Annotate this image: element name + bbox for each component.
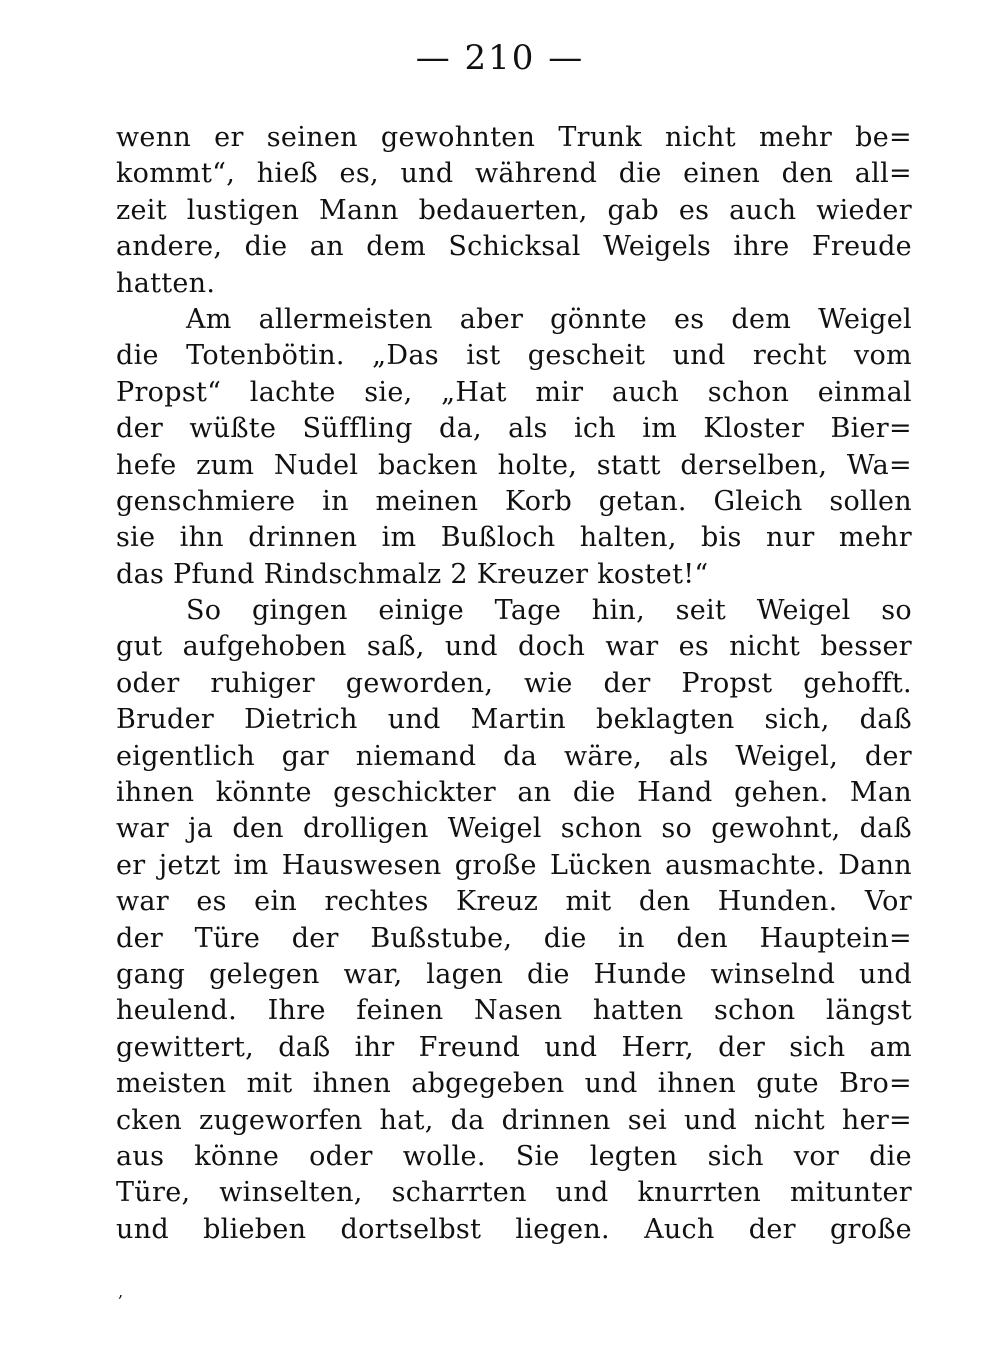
text-line — [116, 921, 912, 957]
text-line — [116, 520, 912, 556]
word: Ihre — [267, 995, 326, 1027]
word: die — [526, 958, 570, 990]
word: kommt“, — [116, 158, 236, 190]
word: nur — [765, 522, 815, 554]
word: lachte — [249, 376, 336, 408]
text-line — [116, 375, 912, 411]
word: gehen. — [734, 777, 829, 809]
word: sollen — [829, 485, 912, 517]
word: zugeworfen — [199, 1104, 363, 1136]
word: zum — [196, 449, 255, 481]
word: Propst“ — [116, 376, 222, 408]
word: wäre, — [563, 740, 643, 772]
word: gescheit — [527, 340, 646, 372]
word: So — [186, 595, 222, 627]
word: gute — [756, 1068, 819, 1100]
word: und — [544, 1031, 598, 1063]
word: gehofft. — [803, 667, 912, 699]
word: drinnen — [248, 522, 358, 554]
word: heulend. — [116, 995, 238, 1027]
word: wieder — [816, 194, 912, 226]
word: schon — [560, 813, 643, 845]
word: Hunde — [593, 958, 687, 990]
word: nicht — [729, 631, 801, 663]
word: all= — [854, 158, 912, 190]
word: längst — [826, 995, 912, 1027]
word: Türe — [194, 922, 261, 954]
word: Kreuz — [455, 886, 539, 918]
word: aus — [116, 1140, 165, 1172]
word: statt — [596, 449, 661, 481]
word: Türe, — [116, 1177, 191, 1209]
word: bis — [701, 522, 742, 554]
word: in — [618, 922, 645, 954]
word: als — [668, 740, 709, 772]
word: hat, — [379, 1104, 434, 1136]
word: dem — [366, 231, 426, 263]
word: Vor — [864, 886, 912, 918]
word: am — [869, 1031, 912, 1063]
word: Schicksal — [448, 231, 581, 263]
word: Lücken — [549, 849, 652, 881]
word: Weigel, — [735, 740, 839, 772]
text-line — [116, 702, 912, 738]
word: aber — [459, 303, 524, 335]
text-line — [116, 1066, 912, 1102]
word: gang — [116, 958, 186, 990]
text-line — [116, 411, 912, 447]
word: ist — [466, 340, 501, 372]
word: könnte — [215, 777, 312, 809]
word: winselten, — [219, 1177, 363, 1209]
word: Martin — [470, 704, 566, 736]
text-line — [116, 993, 912, 1029]
word: doch — [517, 631, 586, 663]
word: er — [214, 122, 244, 153]
word: meisten — [116, 1068, 227, 1100]
word: derselben, — [680, 449, 828, 481]
word: getan. — [598, 485, 687, 517]
word: große — [454, 849, 537, 881]
word: so — [661, 813, 693, 845]
word: war — [605, 631, 659, 663]
word: gönnte — [550, 303, 648, 335]
word: Tage — [494, 595, 562, 627]
word: hin, — [591, 595, 645, 627]
word: ihnen — [116, 777, 195, 809]
word: Hand — [637, 777, 713, 809]
word: daß — [278, 1031, 331, 1063]
word: als — [508, 413, 548, 445]
text-line — [116, 1175, 912, 1211]
word: geworden, — [345, 667, 494, 699]
text-line — [116, 1212, 912, 1248]
word: besser — [820, 631, 912, 663]
word: es — [674, 303, 705, 335]
word: Bro= — [839, 1068, 912, 1100]
word: blieben — [203, 1213, 307, 1245]
word: allermeisten — [258, 303, 433, 335]
word: gingen — [251, 595, 348, 627]
word: Hauptein= — [759, 922, 912, 954]
word: gelegen — [209, 958, 320, 990]
word: legten — [589, 1140, 678, 1172]
word: geschickter — [333, 777, 496, 809]
word: Weigels — [603, 231, 712, 263]
word: ihre — [733, 231, 790, 263]
word: wolle. — [402, 1140, 486, 1172]
word: auch — [611, 376, 680, 408]
text-line — [116, 848, 912, 884]
word: niemand — [355, 740, 477, 772]
word: schon — [707, 376, 790, 408]
word: die — [572, 777, 616, 809]
word: nicht — [754, 1104, 825, 1136]
word: der — [603, 667, 651, 699]
word: Bußloch — [440, 522, 556, 554]
word: Wa= — [846, 449, 912, 481]
word: große — [829, 1213, 912, 1245]
word: sie — [116, 522, 156, 554]
word: Gleich — [713, 485, 803, 517]
word: gewohnten — [380, 122, 536, 153]
word: an — [517, 777, 552, 809]
word: Hunden. — [717, 886, 838, 918]
word: den — [232, 813, 284, 845]
word: Herr, — [621, 1031, 694, 1063]
word: aufgehoben — [182, 631, 347, 663]
text-line: das Pfund Rindschmalz 2 Kreuzer kostet!“ — [116, 558, 709, 590]
word: der — [718, 1031, 766, 1063]
word: gar — [281, 740, 329, 772]
word: Dietrich — [244, 704, 358, 736]
body-text — [116, 120, 912, 1248]
word: den — [781, 158, 834, 190]
word: eigentlich — [116, 740, 255, 772]
word: gewohnt, — [711, 813, 841, 845]
word: Bruder — [116, 704, 215, 736]
word: drinnen — [501, 1104, 611, 1136]
word: wüßte — [189, 413, 277, 445]
word: mit — [565, 886, 612, 918]
word: backen — [377, 449, 478, 481]
word: lustigen — [186, 194, 300, 226]
word: so — [881, 595, 912, 627]
word: schon — [713, 995, 796, 1027]
word: ausmachte. — [665, 849, 826, 881]
text-line — [116, 666, 912, 702]
word: ihn — [179, 522, 224, 554]
word: den — [638, 886, 691, 918]
word: winselnd — [710, 958, 836, 990]
word: könne — [194, 1140, 280, 1172]
word: und — [387, 704, 441, 736]
word: einige — [378, 595, 465, 627]
word: be= — [855, 122, 912, 153]
text-line: hatten. — [116, 267, 216, 299]
word: Weigel — [818, 303, 912, 335]
word: auch — [729, 194, 797, 226]
word: hefe — [116, 449, 177, 481]
word: rechtes — [324, 886, 429, 918]
word: Am — [186, 303, 232, 335]
text-line — [116, 229, 912, 265]
word: her= — [841, 1104, 912, 1136]
word: im — [233, 849, 269, 881]
text-line — [116, 302, 912, 338]
text-line — [116, 156, 912, 192]
word: zeit — [116, 194, 167, 226]
text-line — [116, 193, 912, 229]
word: den — [676, 922, 728, 954]
word: da — [450, 1104, 485, 1136]
word: Sie — [515, 1140, 560, 1172]
word: einen — [683, 158, 761, 190]
word: Weigel — [756, 595, 851, 627]
word: die — [116, 340, 159, 372]
word: oder — [116, 667, 180, 699]
word: war — [116, 886, 170, 918]
word: war — [116, 813, 170, 845]
text-line — [116, 338, 912, 374]
word: feinen — [356, 995, 444, 1027]
word: drolligen — [302, 813, 429, 845]
word: es — [196, 886, 227, 918]
word: jetzt — [158, 849, 221, 881]
word: die — [869, 1140, 912, 1172]
word: es — [678, 631, 710, 663]
word: Trunk — [558, 122, 642, 153]
word: Man — [849, 777, 912, 809]
word: daß — [859, 813, 912, 845]
word: seinen — [266, 122, 358, 153]
text-line — [116, 1030, 912, 1066]
word: oder — [309, 1140, 373, 1172]
word: wie — [524, 667, 573, 699]
word: und — [555, 1177, 609, 1209]
word: in — [322, 485, 349, 517]
footer-mark: ‚ — [118, 1282, 124, 1301]
word: meinen — [375, 485, 479, 517]
word: da, — [439, 413, 482, 445]
word: abgegeben — [411, 1068, 565, 1100]
word: ruhiger — [210, 667, 315, 699]
word: halten, — [579, 522, 677, 554]
word: sich — [707, 1140, 764, 1172]
word: Kloster — [703, 413, 805, 445]
word: hieß — [256, 158, 318, 190]
word: Freund — [418, 1031, 521, 1063]
word: genschmiere — [116, 485, 296, 517]
word: knurrten — [637, 1177, 762, 1209]
word: der — [116, 413, 164, 445]
word: seit — [675, 595, 727, 627]
word: an — [309, 231, 344, 263]
word: Bier= — [830, 413, 912, 445]
word: daß — [859, 704, 912, 736]
word: ihnen — [657, 1068, 737, 1100]
text-line — [116, 1139, 912, 1175]
word: holte, — [497, 449, 578, 481]
text-line — [116, 120, 912, 156]
word: Hauswesen — [281, 849, 442, 881]
word: ihnen — [312, 1068, 392, 1100]
word: ein — [254, 886, 298, 918]
word: der — [291, 922, 339, 954]
word: und — [684, 1104, 738, 1136]
text-line — [116, 484, 912, 520]
word: mir — [535, 376, 584, 408]
word: er — [116, 849, 146, 881]
word: und — [116, 1213, 169, 1245]
word: die — [244, 231, 288, 263]
word: Freude — [811, 231, 912, 263]
word: im — [381, 522, 417, 554]
word: und — [859, 958, 912, 990]
word: liegen. — [515, 1213, 610, 1245]
word: Süffling — [302, 413, 413, 445]
word: cken — [116, 1104, 183, 1136]
word: Dann — [838, 849, 912, 881]
word: mehr — [758, 122, 833, 153]
text-line — [116, 739, 912, 775]
word: war, — [343, 958, 403, 990]
word: saß, — [366, 631, 425, 663]
word: der — [748, 1213, 796, 1245]
word: sie, — [364, 376, 413, 408]
text-line — [116, 629, 912, 665]
word: und — [672, 340, 726, 372]
word: mit — [246, 1068, 293, 1100]
word: und — [400, 158, 454, 190]
word: andere, — [116, 231, 223, 263]
word: die — [618, 158, 662, 190]
word: Weigel — [447, 813, 542, 845]
word: bedauerten, — [418, 194, 588, 226]
word: es — [678, 194, 710, 226]
word: während — [474, 158, 598, 190]
word: sich — [789, 1031, 846, 1063]
word: der — [864, 740, 912, 772]
word: es, — [339, 158, 379, 190]
word: und — [584, 1068, 638, 1100]
word: mitunter — [789, 1177, 912, 1209]
word: „Das — [372, 340, 439, 372]
text-line — [116, 775, 912, 811]
word: und — [444, 631, 498, 663]
word: vor — [793, 1140, 840, 1172]
word: ich — [573, 413, 616, 445]
word: beklagten — [595, 704, 735, 736]
word: Korb — [504, 485, 573, 517]
word: Nasen — [474, 995, 563, 1027]
word: nicht — [664, 122, 736, 153]
word: sich, — [764, 704, 830, 736]
text-line — [116, 593, 912, 629]
word: mehr — [838, 522, 912, 554]
word: Totenbötin. — [186, 340, 345, 372]
word: ja — [188, 813, 214, 845]
word: „Hat — [441, 376, 507, 408]
word: der — [116, 922, 164, 954]
word: dem — [731, 303, 792, 335]
text-line — [116, 1103, 912, 1139]
word: gewittert, — [116, 1031, 255, 1063]
word: gut — [116, 631, 163, 663]
text-line — [116, 884, 912, 920]
word: dortselbst — [340, 1213, 482, 1245]
word: Auch — [644, 1213, 715, 1245]
word: sei — [627, 1104, 668, 1136]
word: vom — [853, 340, 912, 372]
word: wenn — [116, 122, 192, 153]
word: gab — [607, 194, 660, 226]
word: hatten — [593, 995, 684, 1027]
word: da — [503, 740, 538, 772]
word: Bußstube, — [370, 922, 513, 954]
text-line — [116, 448, 912, 484]
word: recht — [752, 340, 827, 372]
word: im — [642, 413, 678, 445]
word: lagen — [426, 958, 504, 990]
page-number: — 210 — — [415, 38, 585, 78]
text-line — [116, 811, 912, 847]
word: Mann — [319, 194, 399, 226]
word: scharrten — [391, 1177, 527, 1209]
word: ihr — [354, 1031, 395, 1063]
word: einmal — [817, 376, 912, 408]
text-line — [116, 957, 912, 993]
word: die — [543, 922, 587, 954]
word: Propst — [681, 667, 773, 699]
word: Nudel — [273, 449, 359, 481]
